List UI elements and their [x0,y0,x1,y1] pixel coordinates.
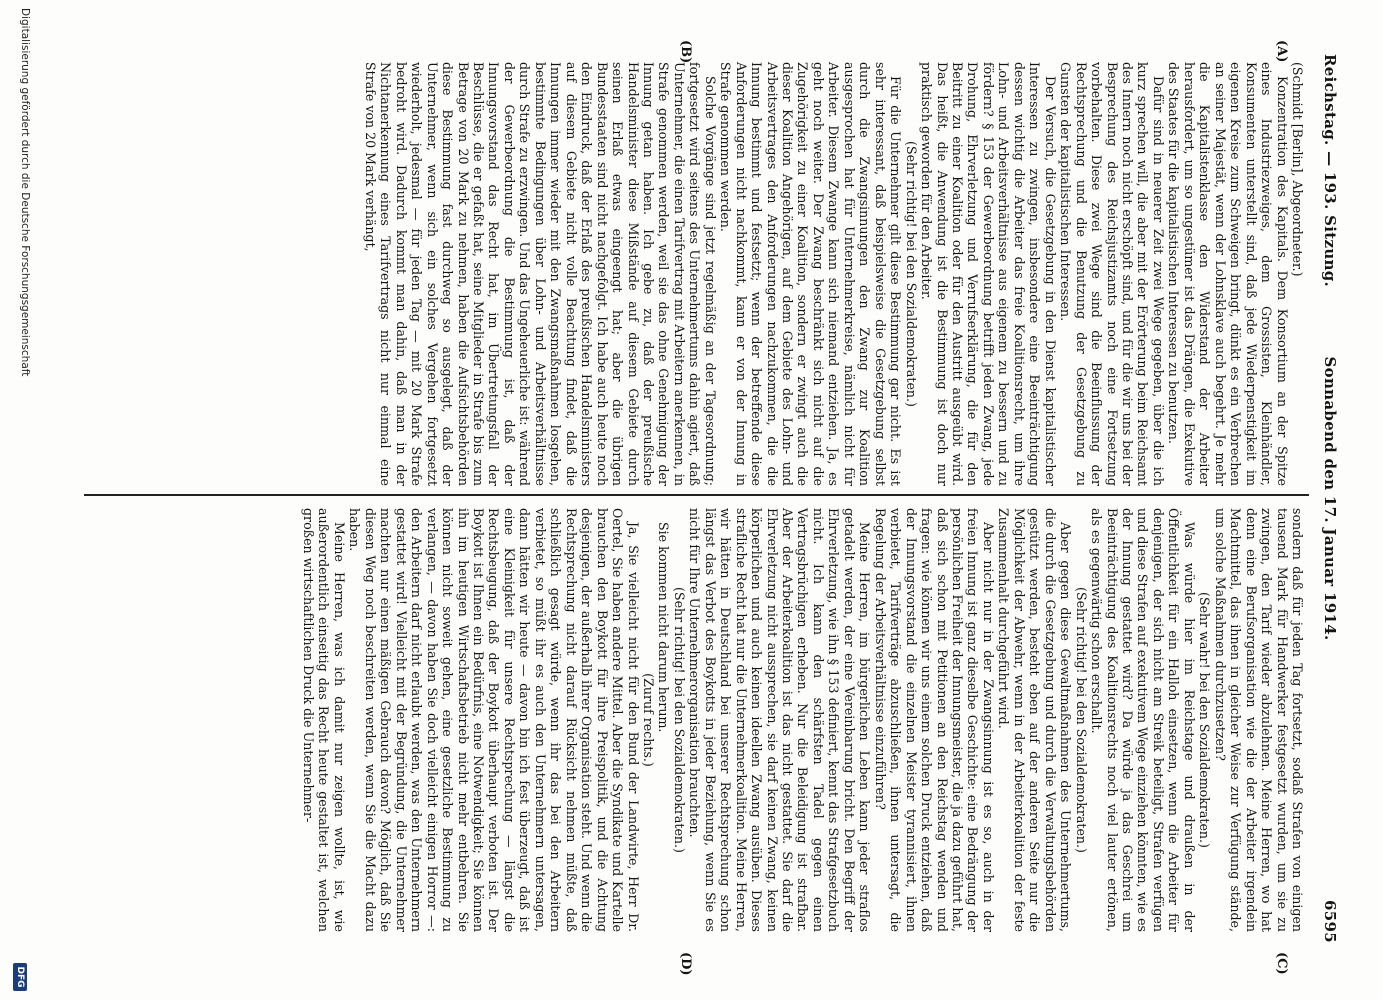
paragraph: Meine Herren, was ich damit nur zeigen wollte, ist, wie außerordentlich einseitig das Recht heute gestaltet ist, welchen großen wirtschaftlichen Druck die Unternehmer- [301,508,347,932]
interjection: (Sehr wahr! bei den Sozialdemokraten.) [1197,592,1213,848]
left-text-column [362,62,1305,486]
page-number: 6595 [1321,900,1339,943]
margin-letter-c: (C) [1274,952,1289,975]
paragraph: Der Versuch, die Gesetzgebung in den Dienst kapitalistischer Interessen zu zwingen, insbesondere eine Beeinträchtigung dessen wichtig die Arbeiter das freie Koalitionsrecht, um ihre Lohn- und Arbeitsverhältnisse aus eigenem zu bessern und zu fördern? § 153 der Gewerbeordnung betrifft jeden Zwang, jede Drohung, Ehrverletzung und Verrufserklärung, die für den Beitritt zu einer Koalition oder für den Austritt ausgeübt wird. Das heißt, die Anwendung ist die Bestimmung ist doch nur praktisch geworden für den Arbeiter. [919,62,1058,486]
digitization-credit: Digitalisierung gefördert durch die Deutsche Forschungsgemeinschaft [19,8,31,377]
paragraph: Sie kommen nicht darum herum. [656,522,672,733]
paragraph: Konzentration des Kapitals. Dem Konsortium an der Spitze eines Industriezweiges, dem Grossisten, Kleinhändler, Konsumenten unterstellt sind, daß jede Wiederpenstigkeit im eigenen Kreise zum Schweigen bringt, dünkt es ein Verbrechen an seiner Majestät, wenn der Lohnsklave auch begehrt. Je mehr die Kapitalistenklasse den Widerstand der Arbeiter herausfordert, um so ungestümer ist das Drängen, die Exekutive des Staates für die kapitalistischen Interessen zu benutzen. [1166,62,1290,486]
paragraph: Meine Herren, im bürgerlichen Leben kann jeder straflos getadelt werden, der eine Vereinbarung bricht. Den Begriff der Ehrverletzung, wie ihn § 153 definiert, kennt das Strafgesetzbuch nicht. Ich kann den schärfsten Tadel gegen einen Vertragsbrüchigen erheben. Nur die Beleidigung ist strafbar. Aber der Arbeiterkoalition ist das nicht gestattet. Sie darf die Ehrverletzung nicht aussprechen, sie darf keinen Zwang, keinen körperlichen und auch keinen ideellen Zwang ausüben. Dieses strafliche Recht hat nur die Unternehmerkoalition. Meine Herren, wir hätten in Deutschland bei unserer Rechtsprechung schon längst das Verbot des Boykotts in jeder Beziehung, wenn Sie es nicht für Ihre Unternehmerorganisation brauchten. [687,508,873,932]
paragraph: Aber nicht nur in der Zwangsinnung ist es so, auch in der freien Innung ist ganz dieselbe Geschichte: eine Bedrängung der persönlichen Freiheit der Innungsmeister, die ja dazu geführt hat, daß sich schon mit Petitionen an den Reichstag wenden und fragen: wie können wir uns einem solchen Druck entziehen, daß der Innungsvorstand die einzelnen Meister tyrannisiert, ihnen verbietet, Tarifverträge abzuschließen, ihnen untersagt, die Regelung der Arbeitsverhältnisse einzuführen? [872,508,996,932]
margin-letter-a: (A) [1274,40,1289,63]
interjection: (Sehr richtig! bei den Sozialdemokraten.) [1073,587,1089,853]
paragraph: sondern daß für jeden Tag fortsetzt, sodaß Strafen von einigen tausend Mark für Handwerker festgesetzt wurden, um sie zu zwingen, den Tarif wieder abzulehnen. Meine Herren, wo hat denn eine Berufsorganisation wie die der Arbeiter irgendein Machtmittel, das ihnen in gleicher Weise zur Verfügung stände, um solche Maßnahmen durchzusetzen? [1212,508,1305,932]
header-date: Sonnabend den 17. Januar 1914. [1321,356,1339,641]
right-text-column [301,508,1305,932]
column-divider [84,494,1309,496]
interjection: (Sehr richtig! bei den Sozialdemokraten.) [671,587,687,853]
dfg-logo: DFG [13,963,27,991]
margin-letter-b: (B) [678,40,693,64]
header-left: Reichstag. — 193. Sitzung. [1321,54,1339,288]
margin-letter-d: (D) [678,952,693,976]
paragraph: Solche Vorgänge sind jetzt regelmäßig an der Tagesordnung; fortgesetzt wird seitens des Unternehmertums dahin agiert, daß Unternehmer, die einen Tarifvertrag mit Arbeitern anerkennen, in Strafe genommen werden, weil sie das ohne Genehmigung der Innung getan haben. Ich gebe zu, daß der preußische Handelsminister diese Mißstände auf diesem Gebiete durch seinen Erlaß etwas eingeengt hat; aber die übrigen Bundesstaaten sind nicht nachgefolgt. Ich habe auch heute noch den Eindruck, daß der Erlaß des preußischen Handelsministers auf diesem Gebiete nicht volle Beachtung findet, daß die Innungen immer wieder mit den Zwangsmaßnahmen losgehen, bestimmte Bedingungen über Lohn- und Arbeitsverhältnisse durch Strafe zu erzwingen. Und das Ungeheuerliche ist: während der Gewerbeordnung die Bestimmung ist, daß der Innungsvorstand das Recht hat, im Übertretungsfall der Beschlüsse, die er gefaßt hat, seine Mitglieder in Strafe bis zum Betrage von 20 Mark zu nehmen, haben die Aufsichtsbehörden diese Bestimmung fast durchweg so ausgelegt, daß der Unternehmer, wenn sich ein solches Vergehen fortgesetzt wiederholt, jedesmal — für jeden Tag — mit 20 Mark Strafe bedroht wird. Dadurch kommt man dahin, daß man in der Nichtanerkennung eines Tarifvertrags nicht nur einmal eine Strafe von 20 Mark verhängt, [362,62,718,486]
paragraph: Ja, Sie vielleicht nicht für den Bund der Landwirte, Herr Dr. Oertel, Sie haben andere Mittel. Aber die Syndikate und Kartelle brauchen den Boykott für ihre Preispolitik, und die Achtung desjenigen, der außerhalb ihrer Organisation steht. Und wenn die Rechtsprechung nicht darauf Rücksicht nehmen müßte, daß schließlich gesagt würde, wenn ihr das bei den Arbeitern verbietet, so müßt ihr es auch den Unternehmern untersagen, dann hätten wir heute — davon bin ich fest überzeugt, daß ist eine Kleinigkeit für unsere Rechtsprechung — längst die Rechtsbeugung, daß der Boykott überhaupt verboten ist. Der Boykott ist Ihnen ein Bedürfnis, eine Notwendigkeit; Sie können ihn im heutigen Wirtschaftsbetrieb nicht mehr entbehren. Sie können nicht soweit gehen, eine gesetzliche Bestimmung zu verlangen, — davon haben Sie doch vielleicht einigen Horror —: den Arbeitern darf nicht erlaubt werden, was den Unternehmern gestattet wird! Vielleicht mit der Begründung, die Unternehmer machten nur einen mäßigen Gebrauch davon? Möglich, daß Sie diesen Weg noch beschreiten werden, wenn Sie die Macht dazu haben. [347,508,641,932]
interjection: (Sehr richtig! bei den Sozialdemokraten.) [903,141,919,407]
interjection: (Zuruf rechts.) [640,673,656,767]
paragraph: Dafür sind in neuerer Zeit zwei Wege gegeben, über die ich kurz sprechen will, die aber mit der Erörterung beim Reichsamt des Innern noch nicht erschöpft sind, und für die wir uns bei der Besprechung des Reichsjustizamts noch eine Fortsetzung vorbehalten. Diese zwei Wege sind die Beeinflussung der Rechtsprechung und die Benutzung der Gesetzgebung zu Gunsten der kapitalistischen Interessen. [1058,62,1166,486]
paragraph: Für die Unternehmer gilt diese Bestimmung gar nicht. Es ist sehr interessant, daß beispielsweise die Gesetzgebung selbst durch die Zwangsinnungen den Zwang zur Koalition ausgesprochen hat für Unternehmerkreise, nämlich nicht für Arbeiter. Diesem Zwange kann sich niemand entziehen. Ja, es geht noch weiter. Der Zwang beschränkt sich nicht auf die Zugehörigkeit zu einer Koalition, sondern er zwingt auch die dieser Koalition Angehörigen, auf dem Gebiete des Lohn- und Arbeitsvertrages den Anforderungen nachzukommen, die die Innung bestimmt und festsetzt; wenn der betreffende diese Anforderungen nicht nachkommt, kann er von der Innung in Strafe genommen werden. [718,62,904,486]
paragraph: Aber gegen diese Gewaltmaßnahmen des Unternehmertums, die durch die Gesetzgebung und durch die Verwaltungsbehörden gestützt werden, besteht eben auf der anderen Seite nur die Möglichkeit der Abwehr, wenn in der Arbeiterkoalition der feste Zusammenhalt durchgeführt wird. [996,508,1074,932]
speaker-line: (Schmidt [Berlin], Abgeordneter.) [1290,62,1305,277]
page-header [1315,46,1343,951]
paragraph: Was würde hier im Reichstage und draußen in der Öffentlichkeit für ein Halloh einsetzen, wenn die Arbeiter für denjenigen, der sich nicht am Streik beteiligt, Strafen verfügen und diese Strafen auf exekutivem Wege einziehen könnten, wie es der Innung gestattet wird? Da würde ja das Geschrei um Beeinträchtigung des Koalitionsrechts noch viel lauter ertönen, als es gegenwärtig schon erschallt. [1089,508,1197,932]
